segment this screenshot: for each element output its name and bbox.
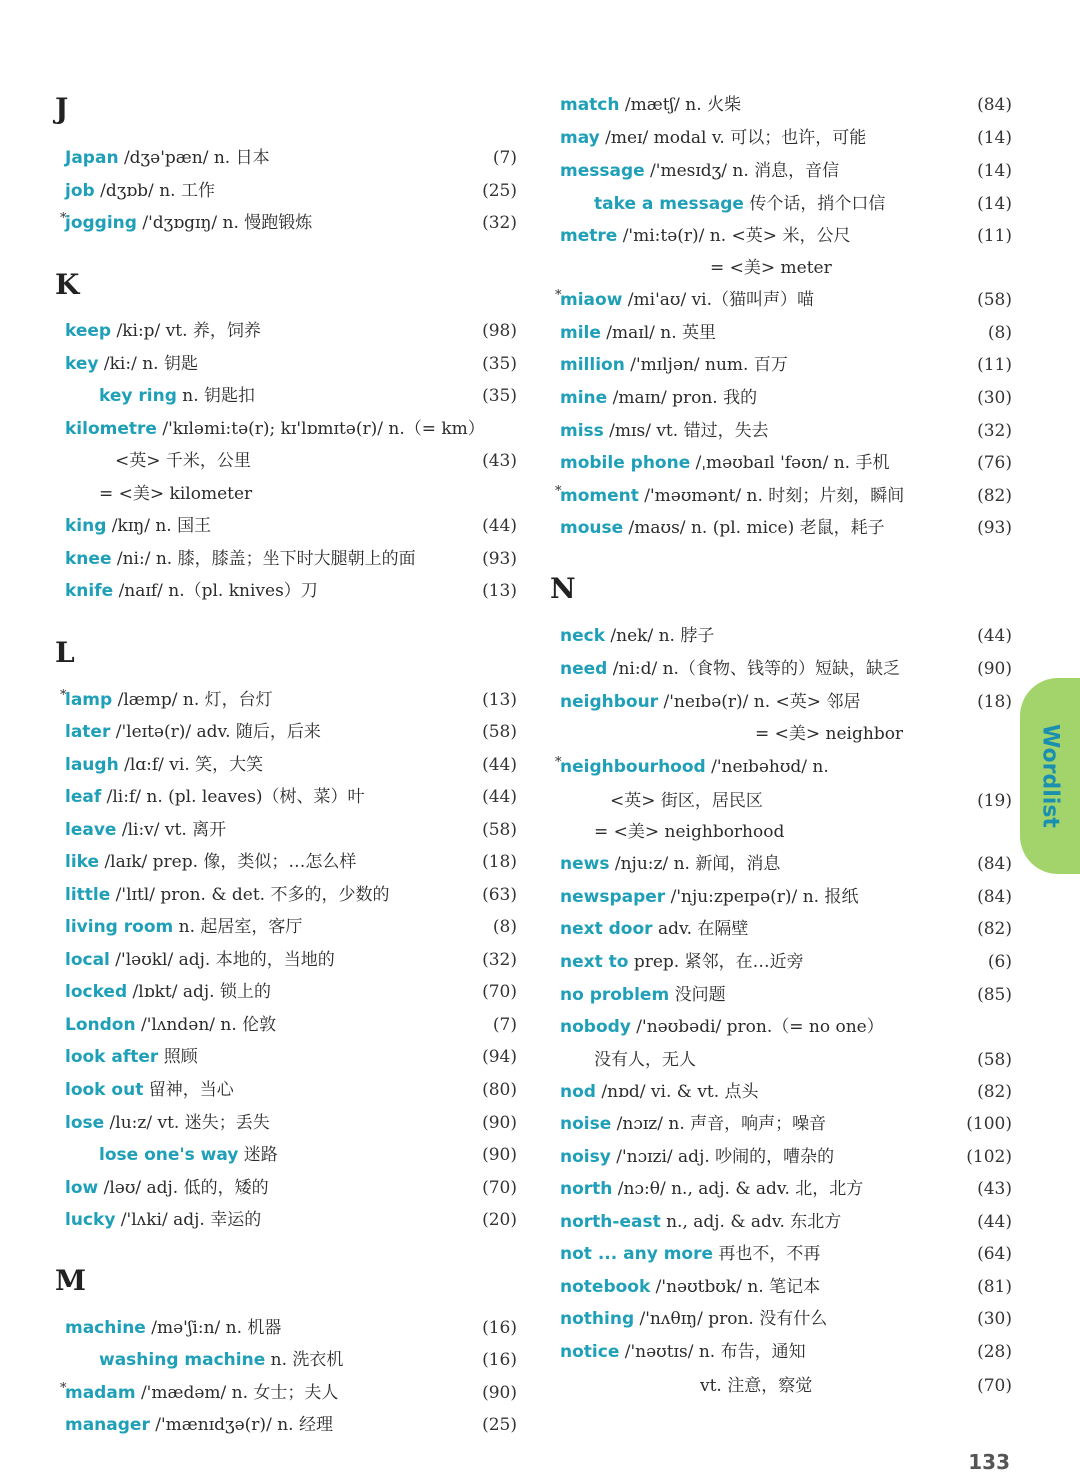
entry-headword: low bbox=[65, 1178, 99, 1198]
wordlist-entry bbox=[55, 315, 517, 347]
entry-unit-ref: (8) bbox=[492, 917, 517, 937]
entry-headword: million bbox=[560, 355, 625, 375]
entry-headword: message bbox=[560, 161, 645, 181]
entry-unit-ref: (35) bbox=[482, 354, 517, 374]
entry-headword: Japan bbox=[65, 148, 119, 168]
entry-unit-ref: (18) bbox=[977, 692, 1012, 712]
entry-definition: /mɪs/ vt. 错过，失去 bbox=[603, 421, 769, 441]
entry-definition: /'lʌndən/ n. 伦敦 bbox=[135, 1015, 277, 1035]
entry-headword: kilometre bbox=[65, 419, 157, 439]
wordlist-entry bbox=[55, 1107, 517, 1139]
wordlist-entry bbox=[550, 881, 1012, 913]
entry-headword: mouse bbox=[560, 518, 624, 538]
wordlist-entry bbox=[550, 480, 1012, 512]
wordlist-entry bbox=[550, 512, 1012, 544]
wordlist-entry bbox=[550, 979, 1012, 1011]
entry-headword: neighbourhood bbox=[560, 757, 706, 777]
wordlist-entry bbox=[55, 1377, 517, 1409]
entry-headword: neck bbox=[560, 626, 606, 646]
wordlist-side-tab[interactable] bbox=[1020, 678, 1080, 874]
entry-unit-ref: (44) bbox=[977, 1212, 1012, 1232]
entry-unit-ref: (13) bbox=[482, 581, 517, 601]
entry-headword: nobody bbox=[560, 1017, 631, 1037]
star-marker: * bbox=[555, 288, 562, 303]
entry-unit-ref: (84) bbox=[977, 854, 1012, 874]
entry-definition: /lu:z/ vt. 迷失；丢失 bbox=[104, 1113, 270, 1133]
wordlist-entry bbox=[55, 1172, 517, 1204]
wordlist-entry bbox=[550, 1108, 1012, 1140]
entry-headword: leaf bbox=[65, 787, 102, 807]
entry-headword: king bbox=[65, 516, 107, 536]
entry-unit-ref: (82) bbox=[977, 486, 1012, 506]
entry-unit-ref: (84) bbox=[977, 95, 1012, 115]
entry-unit-ref: (7) bbox=[492, 1015, 517, 1035]
entry-definition: /'nəʊtbʊk/ n. 笔记本 bbox=[650, 1277, 821, 1297]
entry-unit-ref: (7) bbox=[492, 148, 517, 168]
entry-definition: /naɪf/ n.（pl. knives）刀 bbox=[113, 581, 318, 601]
wordlist-entry bbox=[550, 686, 1012, 718]
entry-definition: prep. 紧邻，在…近旁 bbox=[628, 952, 804, 972]
wordlist-entry bbox=[55, 413, 517, 445]
entry-definition: /maɪn/ pron. 我的 bbox=[607, 388, 758, 408]
entry-definition: /nɒd/ vi. & vt. 点头 bbox=[595, 1082, 759, 1102]
entry-definition: /nɔɪz/ n. 声音，响声；噪音 bbox=[611, 1114, 827, 1134]
entry-unit-ref: (90) bbox=[482, 1383, 517, 1403]
entry-headword: living room bbox=[65, 917, 174, 937]
entry-unit-ref: (44) bbox=[482, 755, 517, 775]
entry-definition: 迷路 bbox=[238, 1145, 278, 1165]
entry-headword: madam bbox=[65, 1383, 136, 1403]
wordlist-entry bbox=[550, 1238, 1012, 1270]
entry-headword: north bbox=[560, 1179, 613, 1199]
entry-headword: leave bbox=[65, 820, 117, 840]
wordlist-entry bbox=[550, 620, 1012, 652]
entry-unit-ref: (90) bbox=[977, 659, 1012, 679]
entry-headword: knife bbox=[65, 581, 114, 601]
wordlist-entry bbox=[550, 349, 1012, 381]
wordlist-entry bbox=[550, 122, 1012, 154]
star-marker: * bbox=[60, 1381, 67, 1396]
entry-unit-ref: (32) bbox=[977, 421, 1012, 441]
entry-headword: north-east bbox=[560, 1212, 661, 1232]
wordlist-entry bbox=[55, 684, 517, 716]
entry-headword: notice bbox=[560, 1342, 620, 1362]
wordlist-entry bbox=[55, 911, 517, 943]
entry-headword: mine bbox=[560, 388, 608, 408]
entry-unit-ref: (58) bbox=[977, 290, 1012, 310]
entry-definition: n. 起居室，客厅 bbox=[173, 917, 303, 937]
wordlist-entry bbox=[55, 1344, 517, 1376]
wordlist-entry bbox=[55, 879, 517, 911]
entry-headword: miaow bbox=[560, 290, 623, 310]
wordlist-entry bbox=[550, 1336, 1012, 1368]
wordlist-entry bbox=[55, 575, 517, 607]
entry-unit-ref: (80) bbox=[482, 1080, 517, 1100]
entry-headword: manager bbox=[65, 1415, 150, 1435]
star-marker: * bbox=[555, 755, 562, 770]
wordlist-entry bbox=[55, 510, 517, 542]
entry-unit-ref: (93) bbox=[482, 549, 517, 569]
wordlist-entry bbox=[550, 1173, 1012, 1205]
entry-definition: /nɔ:θ/ n., adj. & adv. 北，北方 bbox=[612, 1179, 864, 1199]
wordlist-entry bbox=[550, 317, 1012, 349]
entry-unit-ref: (14) bbox=[977, 128, 1012, 148]
entry-definition: /'lɪtl/ pron. & det. 不多的，少数的 bbox=[110, 885, 390, 905]
entry-unit-ref: (14) bbox=[977, 194, 1012, 214]
entry-definition: /'mænɪdʒə(r)/ n. 经理 bbox=[149, 1415, 333, 1435]
entry-unit-ref: (44) bbox=[482, 516, 517, 536]
wordlist-entry bbox=[550, 913, 1012, 945]
entry-definition: /'nəʊbədi/ pron.（= no one） bbox=[630, 1017, 884, 1037]
entry-unit-ref: (63) bbox=[482, 885, 517, 905]
entry-definition: /ki:p/ vt. 养，饲养 bbox=[111, 321, 261, 341]
wordlist-entry bbox=[55, 478, 517, 510]
wordlist-entry bbox=[550, 155, 1012, 187]
entry-unit-ref: (11) bbox=[977, 226, 1012, 246]
entry-headword: take a message bbox=[594, 194, 744, 214]
wordlist-entry bbox=[550, 848, 1012, 880]
entry-headword: look after bbox=[65, 1047, 159, 1067]
wordlist-entry bbox=[55, 1312, 517, 1344]
entry-unit-ref: (82) bbox=[977, 1082, 1012, 1102]
wordlist-entry bbox=[550, 1011, 1012, 1043]
entry-headword: noisy bbox=[560, 1147, 611, 1167]
entry-definition: /meɪ/ modal v. 可以；也许，可能 bbox=[599, 128, 867, 148]
entry-definition: = <美> kilometer bbox=[99, 484, 253, 504]
entry-headword: mobile phone bbox=[560, 453, 691, 473]
section-letter: N bbox=[550, 572, 576, 605]
entry-headword: locked bbox=[65, 982, 128, 1002]
wordlist-entry bbox=[55, 1041, 517, 1073]
entry-headword: local bbox=[65, 950, 110, 970]
entry-unit-ref: (14) bbox=[977, 161, 1012, 181]
wordlist-entry bbox=[55, 1009, 517, 1041]
entry-headword: London bbox=[65, 1015, 136, 1035]
entry-unit-ref: (30) bbox=[977, 1309, 1012, 1329]
entry-unit-ref: (11) bbox=[977, 355, 1012, 375]
entry-definition: /li:v/ vt. 离开 bbox=[116, 820, 227, 840]
entry-headword: lose bbox=[65, 1113, 105, 1133]
wordlist-entry bbox=[55, 749, 517, 781]
entry-definition: n. 洗衣机 bbox=[265, 1350, 344, 1370]
entry-unit-ref: (82) bbox=[977, 919, 1012, 939]
entry-definition: /lɒkt/ adj. 锁上的 bbox=[127, 982, 271, 1002]
wordlist-entry bbox=[55, 1139, 517, 1171]
entry-definition: /mə'ʃi:n/ n. 机器 bbox=[145, 1318, 282, 1338]
entry-definition: n., adj. & adv. 东北方 bbox=[660, 1212, 842, 1232]
entry-definition: = <美> neighborhood bbox=[594, 822, 785, 842]
entry-headword: news bbox=[560, 854, 610, 874]
wordlist-entry bbox=[550, 1206, 1012, 1238]
entry-unit-ref: (76) bbox=[977, 453, 1012, 473]
entry-definition: /lɑ:f/ vi. 笑，大笑 bbox=[118, 755, 264, 775]
entry-unit-ref: (44) bbox=[482, 787, 517, 807]
entry-headword: nod bbox=[560, 1082, 596, 1102]
entry-definition: /'ləʊkl/ adj. 本地的，当地的 bbox=[109, 950, 335, 970]
wordlist-entry bbox=[550, 382, 1012, 414]
entry-definition: vt. 注意，察觉 bbox=[700, 1376, 813, 1396]
wordlist-entry bbox=[550, 1271, 1012, 1303]
entry-unit-ref: (98) bbox=[482, 321, 517, 341]
entry-headword: need bbox=[560, 659, 608, 679]
entry-definition: /læmp/ n. 灯，台灯 bbox=[112, 690, 273, 710]
entry-unit-ref: (30) bbox=[977, 388, 1012, 408]
entry-definition: /nju:z/ n. 新闻，消息 bbox=[609, 854, 781, 874]
entry-headword: job bbox=[65, 181, 95, 201]
wordlist-entry bbox=[550, 415, 1012, 447]
section-letter: J bbox=[55, 92, 69, 125]
entry-definition: 传个话，捎个口信 bbox=[743, 194, 886, 214]
section-letter: M bbox=[55, 1264, 86, 1297]
entry-unit-ref: (20) bbox=[482, 1210, 517, 1230]
entry-definition: /mætʃ/ n. 火柴 bbox=[619, 95, 742, 115]
entry-definition: /laɪk/ prep. 像，类似；…怎么样 bbox=[99, 852, 357, 872]
entry-definition: /'neɪbə(r)/ n. <英> 邻居 bbox=[658, 692, 861, 712]
entry-definition: 没问题 bbox=[669, 985, 726, 1005]
page-number: 133 bbox=[968, 1450, 1010, 1474]
entry-definition: /ni:/ n. 膝，膝盖；坐下时大腿朝上的面 bbox=[111, 549, 416, 569]
entry-headword: not ... any more bbox=[560, 1244, 713, 1264]
entry-headword: moment bbox=[560, 486, 639, 506]
entry-unit-ref: (70) bbox=[482, 1178, 517, 1198]
entry-definition: /maʊs/ n. (pl. mice) 老鼠，耗子 bbox=[623, 518, 885, 538]
wordlist-entry bbox=[55, 142, 517, 174]
entry-headword: knee bbox=[65, 549, 112, 569]
entry-definition: /'dʒɒgɪŋ/ n. 慢跑锻炼 bbox=[136, 213, 313, 233]
entry-definition: adv. 在隔壁 bbox=[652, 919, 749, 939]
entry-definition: /'kɪləmi:tə(r); kɪ'lɒmɪtə(r)/ n.（= km） bbox=[156, 419, 485, 439]
entry-unit-ref: (32) bbox=[482, 213, 517, 233]
wordlist-entry bbox=[55, 1074, 517, 1106]
wordlist-entry bbox=[55, 543, 517, 575]
wordlist-entry bbox=[55, 1409, 517, 1441]
entry-unit-ref: (70) bbox=[482, 982, 517, 1002]
entry-unit-ref: (84) bbox=[977, 887, 1012, 907]
wordlist-entry bbox=[55, 175, 517, 207]
entry-definition: 再也不，不再 bbox=[713, 1244, 821, 1264]
entry-headword: no problem bbox=[560, 985, 670, 1005]
entry-definition: /maɪl/ n. 英里 bbox=[600, 323, 717, 343]
wordlist-entry bbox=[550, 1370, 1012, 1402]
entry-definition: /'mædəm/ n. 女士；夫人 bbox=[135, 1383, 339, 1403]
entry-headword: notebook bbox=[560, 1277, 651, 1297]
wordlist-entry bbox=[55, 445, 517, 477]
entry-definition: n. 钥匙扣 bbox=[176, 386, 256, 406]
entry-unit-ref: (28) bbox=[977, 1342, 1012, 1362]
entry-headword: noise bbox=[560, 1114, 612, 1134]
wordlist-entry bbox=[550, 1141, 1012, 1173]
entry-unit-ref: (90) bbox=[482, 1113, 517, 1133]
entry-headword: next to bbox=[560, 952, 629, 972]
entry-unit-ref: (70) bbox=[977, 1376, 1012, 1396]
entry-headword: jogging bbox=[65, 213, 137, 233]
wordlist-entry bbox=[550, 1303, 1012, 1335]
entry-definition: /'mɪljən/ num. 百万 bbox=[624, 355, 788, 375]
entry-unit-ref: (43) bbox=[482, 451, 517, 471]
entry-definition: /'nʌθɪŋ/ pron. 没有什么 bbox=[634, 1309, 828, 1329]
entry-headword: laugh bbox=[65, 755, 119, 775]
wordlist-entry bbox=[550, 718, 1012, 750]
entry-headword: washing machine bbox=[99, 1350, 266, 1370]
entry-unit-ref: (90) bbox=[482, 1145, 517, 1165]
wordlist-tab-label: Wordlist bbox=[1037, 724, 1063, 828]
entry-headword: look out bbox=[65, 1080, 144, 1100]
entry-unit-ref: (44) bbox=[977, 626, 1012, 646]
wordlist-entry bbox=[55, 348, 517, 380]
wordlist-entry bbox=[550, 447, 1012, 479]
entry-definition: /kɪŋ/ n. 国王 bbox=[106, 516, 212, 536]
wordlist-entry bbox=[55, 814, 517, 846]
entry-headword: lose one's way bbox=[99, 1145, 239, 1165]
entry-headword: key bbox=[65, 354, 99, 374]
entry-headword: mile bbox=[560, 323, 601, 343]
entry-headword: machine bbox=[65, 1318, 146, 1338]
wordlist-entry bbox=[55, 781, 517, 813]
entry-headword: later bbox=[65, 722, 111, 742]
entry-definition: /dʒɒb/ n. 工作 bbox=[94, 181, 215, 201]
entry-definition: /'məʊmənt/ n. 时刻；片刻，瞬间 bbox=[638, 486, 905, 506]
entry-unit-ref: (18) bbox=[482, 852, 517, 872]
wordlist-entry bbox=[550, 252, 1012, 284]
entry-definition: <英> 千米，公里 bbox=[115, 451, 251, 471]
star-marker: * bbox=[60, 211, 67, 226]
entry-definition: = <美> meter bbox=[710, 258, 832, 278]
entry-unit-ref: (32) bbox=[482, 950, 517, 970]
entry-definition: /dʒə'pæn/ n. 日本 bbox=[118, 148, 270, 168]
entry-definition: /'nju:zpeɪpə(r)/ n. 报纸 bbox=[665, 887, 859, 907]
entry-definition: /mi'aʊ/ vi.（猫叫声）喵 bbox=[622, 290, 815, 310]
entry-headword: little bbox=[65, 885, 111, 905]
wordlist-entry bbox=[55, 944, 517, 976]
entry-definition: /'neɪbəhʊd/ n. bbox=[705, 757, 829, 777]
entry-unit-ref: (94) bbox=[482, 1047, 517, 1067]
entry-unit-ref: (64) bbox=[977, 1244, 1012, 1264]
entry-headword: keep bbox=[65, 321, 112, 341]
entry-headword: may bbox=[560, 128, 600, 148]
entry-unit-ref: (58) bbox=[482, 722, 517, 742]
wordlist-entry bbox=[550, 816, 1012, 848]
entry-headword: miss bbox=[560, 421, 604, 441]
entry-definition: /'leɪtə(r)/ adv. 随后，后来 bbox=[110, 722, 321, 742]
wordlist-entry bbox=[55, 846, 517, 878]
wordlist-entry bbox=[550, 1076, 1012, 1108]
wordlist-entry bbox=[55, 207, 517, 239]
wordlist-entry bbox=[55, 380, 517, 412]
entry-unit-ref: (19) bbox=[977, 791, 1012, 811]
entry-definition: /'lʌki/ adj. 幸运的 bbox=[115, 1210, 262, 1230]
entry-unit-ref: (58) bbox=[977, 1050, 1012, 1070]
wordlist-entry bbox=[55, 976, 517, 1008]
entry-unit-ref: (13) bbox=[482, 690, 517, 710]
entry-headword: lucky bbox=[65, 1210, 116, 1230]
wordlist-entry bbox=[550, 188, 1012, 220]
entry-headword: neighbour bbox=[560, 692, 659, 712]
wordlist-entry bbox=[550, 751, 1012, 783]
entry-headword: next door bbox=[560, 919, 653, 939]
section-letter: L bbox=[55, 636, 75, 669]
entry-headword: metre bbox=[560, 226, 618, 246]
entry-definition: /'nəʊtɪs/ n. 布告，通知 bbox=[619, 1342, 806, 1362]
entry-definition: /'nɔɪzi/ adj. 吵闹的，嘈杂的 bbox=[610, 1147, 835, 1167]
wordlist-entry bbox=[55, 716, 517, 748]
star-marker: * bbox=[555, 484, 562, 499]
entry-definition: /ləʊ/ adj. 低的，矮的 bbox=[98, 1178, 269, 1198]
entry-unit-ref: (100) bbox=[966, 1114, 1012, 1134]
entry-definition: 照顾 bbox=[158, 1047, 198, 1067]
entry-headword: lamp bbox=[65, 690, 113, 710]
entry-unit-ref: (8) bbox=[987, 323, 1012, 343]
wordlist-entry bbox=[55, 1204, 517, 1236]
entry-unit-ref: (16) bbox=[482, 1318, 517, 1338]
entry-headword: newspaper bbox=[560, 887, 666, 907]
wordlist-entry bbox=[550, 284, 1012, 316]
entry-definition: 留神，当心 bbox=[143, 1080, 234, 1100]
section-letter: K bbox=[55, 268, 80, 301]
entry-definition: /ˌməʊbaɪl 'fəʊn/ n. 手机 bbox=[690, 453, 890, 473]
entry-headword: like bbox=[65, 852, 100, 872]
entry-unit-ref: (93) bbox=[977, 518, 1012, 538]
entry-definition: /'mi:tə(r)/ n. <英> 米，公尺 bbox=[617, 226, 851, 246]
wordlist-entry bbox=[550, 89, 1012, 121]
entry-unit-ref: (43) bbox=[977, 1179, 1012, 1199]
wordlist-entry bbox=[550, 785, 1012, 817]
entry-unit-ref: (25) bbox=[482, 181, 517, 201]
entry-definition: /ki:/ n. 钥匙 bbox=[98, 354, 198, 374]
entry-definition: /'mesɪdʒ/ n. 消息，音信 bbox=[644, 161, 840, 181]
entry-headword: key ring bbox=[99, 386, 177, 406]
wordlist-entry bbox=[550, 1044, 1012, 1076]
entry-definition: /li:f/ n. (pl. leaves)（树、菜）叶 bbox=[101, 787, 365, 807]
entry-definition: = <美> neighbor bbox=[755, 724, 904, 744]
entry-unit-ref: (16) bbox=[482, 1350, 517, 1370]
wordlist-entry bbox=[550, 653, 1012, 685]
star-marker: * bbox=[60, 688, 67, 703]
entry-unit-ref: (6) bbox=[987, 952, 1012, 972]
wordlist-entry bbox=[550, 946, 1012, 978]
entry-definition: /nek/ n. 脖子 bbox=[605, 626, 715, 646]
entry-unit-ref: (25) bbox=[482, 1415, 517, 1435]
entry-unit-ref: (85) bbox=[977, 985, 1012, 1005]
entry-headword: nothing bbox=[560, 1309, 635, 1329]
wordlist-entry bbox=[550, 220, 1012, 252]
entry-headword: match bbox=[560, 95, 620, 115]
entry-definition: 没有人，无人 bbox=[594, 1050, 696, 1070]
entry-definition: /ni:d/ n.（食物、钱等的）短缺，缺乏 bbox=[607, 659, 900, 679]
entry-unit-ref: (81) bbox=[977, 1277, 1012, 1297]
entry-unit-ref: (58) bbox=[482, 820, 517, 840]
entry-unit-ref: (102) bbox=[966, 1147, 1012, 1167]
entry-definition: <英> 街区，居民区 bbox=[610, 791, 763, 811]
entry-unit-ref: (35) bbox=[482, 386, 517, 406]
